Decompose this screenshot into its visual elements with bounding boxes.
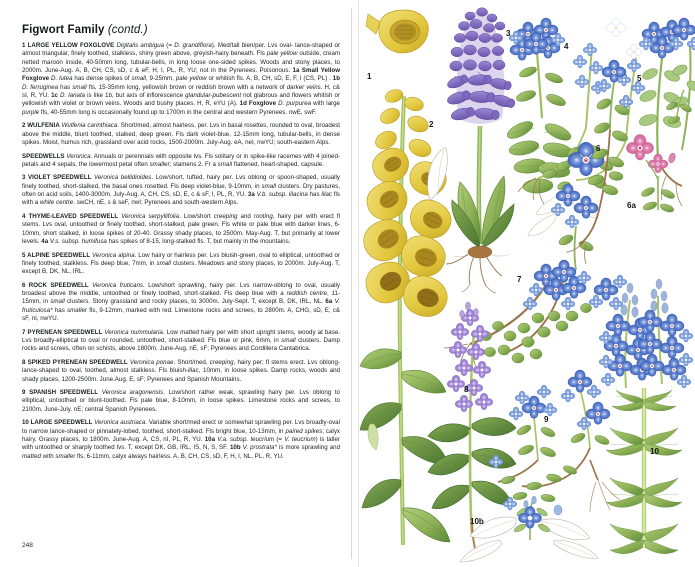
column-divider xyxy=(351,8,352,559)
entry-text: 2 WULFENIA Wulfenia carinthiaca. Short/med, almost hairless, per. Lvs in basal rosettes, rounded to oval, broadest above the middle, blunt toothed, stalked, deep green. Fls dark violet-blue, 12-15mm long, tubular-bells, in dense spikes. Moist, humus rich, grassland over acid rocks, 1500-2000m. July-Aug. eA, neI, nwYU; south-eastern Alps. xyxy=(22,122,341,146)
entry-text: SPEEDWELLS Veronica. Annuals or perennials with opposite lvs. Fls solitary or in spike-like racemes with 4 joined-petals and 4 sepals, the lowermost petal often smaller; stamens 2. Fr a small flattened, heart-shaped, capsule. xyxy=(22,152,340,168)
figure-label-9: 9 xyxy=(544,415,549,424)
foxglove-bells xyxy=(358,88,457,323)
genus-note-speedwells xyxy=(22,153,340,170)
fig6-cluster xyxy=(551,184,598,228)
foxglove-leaves xyxy=(360,349,450,542)
entry-text: 8 SPIKED PYRENEAN SPEEDWELL Veronica ponae. Short/med, creeping, hairy per; fl stems erect. Lvs oblong-lance-shaped to oval, toothed, almost stalkless. Fls bluish-lilac, 10mm, in loose spikes. Damp rocks, woods and shady places, 1200-2500m. June.Aug. E, sF; Pyrenees and Spanish Mountains. xyxy=(22,358,340,383)
species-entry-9 xyxy=(22,389,340,414)
entry-text: 9 SPANISH SPEEDWELL Veronica aragonensis. Low/short rather weak, sprawling hairy per. Lvs oblong to elliptical, untoothed or blunt-toothed. Fls pale blue, 8-10mm, in loose spikes. Limestone rocks and screes, to 2100m. June-July. nE; central Spanish Pyrenees. xyxy=(22,389,340,413)
species-entry-10 xyxy=(22,419,340,461)
species-entry-4 xyxy=(22,213,340,246)
fig9-cluster-left xyxy=(509,385,557,420)
figure-10b-veronica-prostrata xyxy=(460,496,598,562)
figure-label-10b: 10b xyxy=(470,517,484,526)
page-title xyxy=(22,24,340,36)
entry-text: 7 PYRENEAN SPEEDWELL Veronica nummularia. Low matted hairy per with short upright stems, woody at base. Lvs broadly-elliptical to oval or rounded, untoothed, short-stalked. Fls blue or pink, 6mm, in small clusters. Damp rocks and screes, often on schists, above 1800m. June-Aug. nE, sF; Pyrenees and Cordillera Cantabrica. xyxy=(22,328,340,353)
figure-label-3: 3 xyxy=(506,29,511,38)
species-entry-6 xyxy=(22,282,340,324)
entry-text: 4 THYME-LEAVED SPEEDWELL Veronica serpyllifolia. Low/short creeping and rooting, hairy per with erect fl stems. Lvs oval, untoothed or finely toothed, short-stalked, pale green. Fls white or pale blue with darker lines, 6-10mm, short stalked, in loose spikes of 20-40. Grassy shady places, to 2500m. May-Aug. T, but primarily at lower levels. 4a V.s. subsp. humifusa has spikes of 8-15, long-stalked fls. T, but mainly in the mountains. xyxy=(22,212,340,245)
botanical-plate-artwork xyxy=(358,0,695,567)
page-title-main: Figwort Family xyxy=(22,24,105,36)
figure-6a-veronica-fruticulosa xyxy=(626,90,692,214)
fig4-white-flower-detail xyxy=(606,18,626,36)
species-entry-3 xyxy=(22,174,340,207)
figure-5-alpine-speedwell xyxy=(638,18,695,206)
figure-label-1: 1 xyxy=(367,72,372,81)
species-entry-2 xyxy=(22,122,340,147)
fig3-flower-cluster xyxy=(509,18,565,61)
entry-text: 5 ALPINE SPEEDWELL Veronica alpina. Low hairy or hairless per. Lvs bluish-green, oval to elliptical, untoothed or finely toothed, stalkless. Fls deep blue, 7mm, in small clusters. Meadows and stony places, to 2000m. July-Aug. T, except B, DK, NL, IRL. xyxy=(22,251,340,276)
figure-label-2: 2 xyxy=(429,120,434,129)
fig7-flower-head xyxy=(523,260,591,310)
wulfenia-roots xyxy=(446,246,502,293)
fig7-flower-head-right xyxy=(589,275,627,310)
page-number: 248 xyxy=(22,542,33,549)
figure-label-10: 10 xyxy=(650,447,659,456)
plate-left-edge xyxy=(358,0,359,567)
figure-label-6a: 6a xyxy=(627,201,636,210)
illustration-plate xyxy=(358,0,695,567)
species-entry-7 xyxy=(22,329,340,354)
figure-label-6: 6 xyxy=(596,144,601,153)
wulfenia-rosette-leaves xyxy=(428,148,514,257)
figure-10-large-speedwell xyxy=(599,279,693,554)
species-entry-8 xyxy=(22,359,340,384)
wulfenia-spike xyxy=(446,8,516,124)
species-entry-1 xyxy=(22,42,340,117)
figure-label-8: 8 xyxy=(464,385,469,394)
figure-label-7: 7 xyxy=(517,275,522,284)
figure-label-4: 4 xyxy=(564,42,569,51)
entry-text: 1 LARGE YELLOW FOXGLOVE Digitalis ambigua (= D. grandiflora). Med/tall bien/per. Lvs oval- lance-shaped or almost triangular, finely toothed, stalkless, shiny green above, greyish-hairy beneath. Fls pale yellow outside, cream netted maroon inside, 40-50mm long, tubular-bells, in long loose one-sided spikes. Woods and stony places, to 2000m. June-Aug. A, B, CH, CS, sD, c & eF, H, I, PL, R, YU; not in the Pyrenees. Poisonous. 1a Small Yellow Foxglove D. lutea has dense spikes of small, 9-25mm, pale yellow or whitish fls. A, B, CH, sD, E, F, I (CS, PL) . 1b D. ferruginea has small fls, 15-35mm long, yellowish brown or reddish brown with a network of darker veins. H, c& sI, R, YU. 1c D. lanata is like 1b, but axis of inflorescence glandular-pubescent not glabrous and flowers whitish or yellowish with violet or brown veins. Woods and bushy places. H, R, eYU (A). 1d Foxglove D. purpurea with large purple fls, 40-55mm long is occasionally found up to 1700m in the central and western Pyrenees. nwE, swF. xyxy=(22,42,341,116)
entry-text: 6 ROCK SPEEDWELL Veronica fruticans. Low/short sprawling, hairy per. Lvs narrow-oblong to oval, usually broadest above the middle, untoothed or finely toothed, short-stalked. Fls deep blue with a reddish centre, 11-15mm, in small clusters. Stony grassland and rocky places, to 3000m. July-Sept. T, except B, DK, IRL, NL. 6a V. fruticulosa* has smaller fls, 9-12mm, marked with red. Limestone rocks and screes, to 2800m. A, CHG, sD, E, c& sF, nI, nwYU. xyxy=(22,281,341,323)
fig10-spikes xyxy=(599,279,693,388)
fig4-white-flowers xyxy=(573,18,642,94)
page-title-contd: (contd.) xyxy=(107,24,148,36)
entry-text: 10 LARGE SPEEDWELL Veronica austriaca. Variable short/med erect or somewhat sprawling per. Lvs broadly-oval to narrow lance-shaped or pinnately-lobed, toothed, short-stalked. Fls bright blue, 10-13mm, in paired spikes; calyx hairy. Grassy places, to 1800m. June-Aug. A, CS, nI, PL, R, YU. 10a V.a. subsp. teucrium (= V. teucrium) is taller with untoothed or sharply toothed lvs. T, except DK, GB, IRL, IS, N, S, SF. 10b V. prostrata* is more sprawling and matted with smaller fls, 6-11mm, calyx always hairless. A, B, CH, CS, sD, F, H, I, NL, PL, R, YU. xyxy=(22,419,341,460)
species-entry-5 xyxy=(22,252,340,277)
figure-label-5: 5 xyxy=(637,74,642,83)
figure-9-spanish-speedwell xyxy=(489,370,620,515)
entry-text: 3 VIOLET SPEEDWELL Veronica bellidioides. Low/short, tufted, hairy per. Lvs oblong or spoon-shaped, usually finely toothed, short-stalked, the basal ones rosetted. Fls deep violet-blue, 9-10mm, in small clusters. Dry pastures, often on acid soils, 1400-3000m. July-Aug. A, CH, CS, sD, E, c & sF, I, PL, R, YU. 3a V.b. subsp. lilacina has lilac fls with a white centre. swCH, nE, s & seF, nwI; Pyrenees and south-western Alps. xyxy=(22,174,341,207)
